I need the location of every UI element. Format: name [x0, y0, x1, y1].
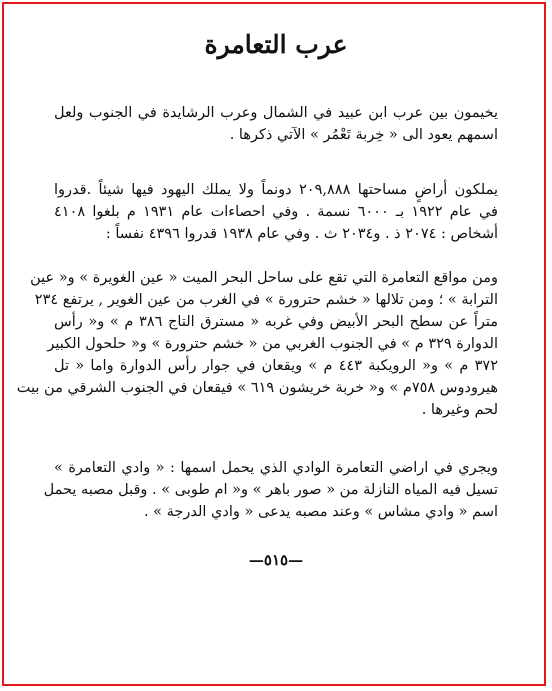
page-number: —٥١٥— [248, 551, 304, 569]
paragraph-line: يخيمون بين عرب ابن عبيد في الشمال وعرب الرشايدة في الجنوب ولعل [54, 105, 498, 121]
paragraph-line: ٣٧٢ م » و« الرويكبة ٤٤٣ م » ويقعان في جوار رأس الدوارة واما « تل [54, 358, 498, 374]
paragraph-line: لحم وغيرها . [421, 402, 498, 418]
paragraph-2 [54, 179, 498, 245]
paragraph-line: الدوارة ٣٢٩ م » في الجنوب الغربي من « خشم حترورة » و« حلحول الكبير [47, 336, 498, 352]
paragraph-line: ومن مواقع التعامرة التي تقع على ساحل البحر الميت « عين الغويرة » و« عين [30, 270, 498, 286]
paragraph-line: أشخاص : ٢٠٧٤ ذ . و٢٠٣٤ ث . وفي عام ١٩٣٨ قدروا ٤٣٩٦ نفساً : [105, 226, 498, 242]
paragraph-3 [16, 267, 499, 421]
paragraph-4 [43, 457, 498, 523]
paragraph-1 [54, 102, 498, 146]
paragraph-line: ويجري في اراضي التعامرة الوادي الذي يحمل اسمها : « وادي التعامرة » [54, 460, 498, 476]
paragraph-line: هيرودوس ٧٥٨م » و« خربة خريشون ٦١٩ » فيقعان في الجنوب الشرقي من بيت [16, 380, 498, 396]
page-title: عرب التعامرة [204, 30, 348, 59]
paragraph-line: الترابة » ؛ ومن تلالها « خشم حترورة » في الغرب من عين الغوير , يرتفع ٢٣٤ [34, 292, 498, 308]
paragraph-line: اسم « وادي مشاس » وعند مصبه يدعى « وادي الدرجة » . [143, 504, 498, 520]
paragraph-line: متراً عن سطح البحر الأبيض وفي غربه « مسترق التاج ٣٨٦ م » و« رأس [54, 314, 499, 330]
paragraph-line: يملكون أراضٍ مساحتها ٢٠٩,٨٨٨ دونماً ولا يملك اليهود فيها شيئاً .قدروا [54, 182, 499, 198]
paragraph-line: في عام ١٩٢٢ بـ ٦٠٠٠ نسمة . وفي احصاءات عام ١٩٣١ م بلغوا ٤١٠٨ [54, 204, 498, 220]
paragraph-line: تسيل فيه المياه النازلة من « صور باهر » و« ام طوبى » . وقبل مصبه يحمل [43, 482, 498, 498]
paragraph-line: اسمهم يعود الى « خِربة تَعْمُر » الآتي ذكرها . [229, 127, 498, 143]
